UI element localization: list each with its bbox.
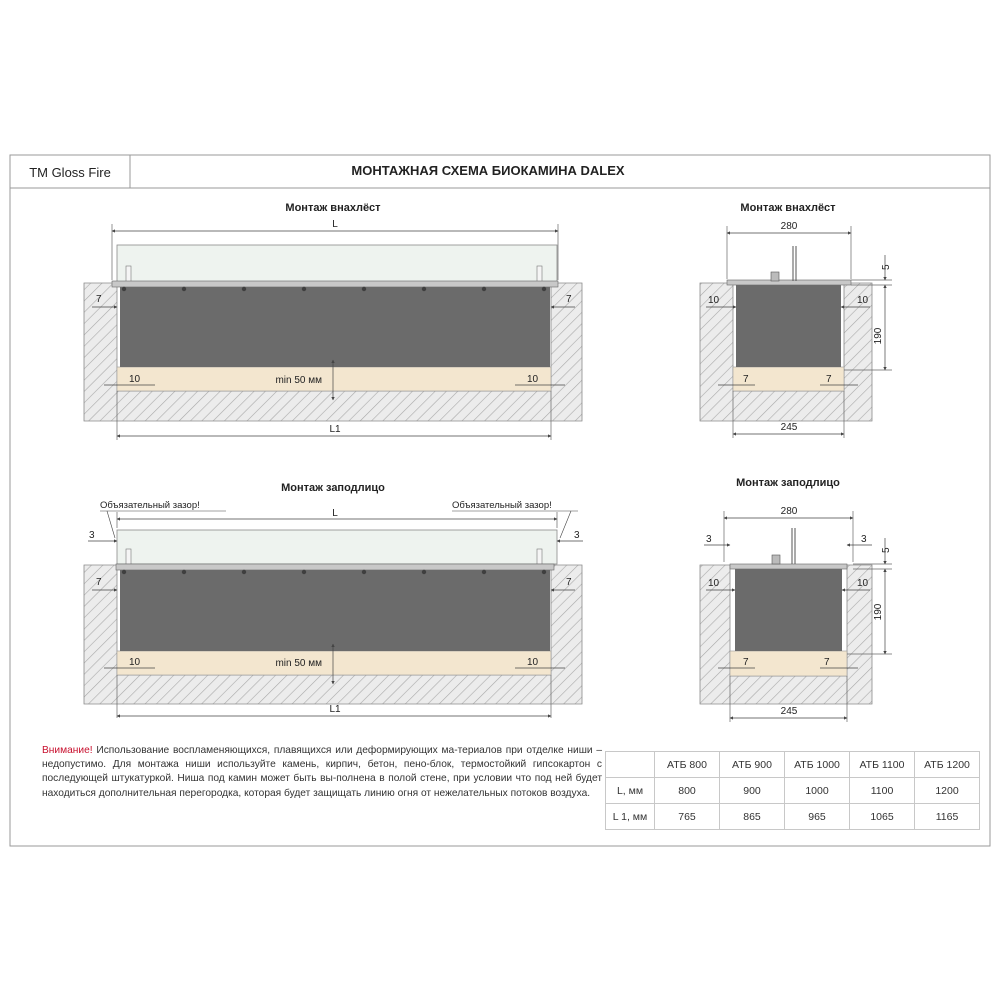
spec-cell: 765	[655, 804, 720, 830]
spec-cell: 965	[785, 804, 850, 830]
burner-body	[735, 569, 842, 651]
gap-top-left-label: 3	[89, 530, 95, 541]
dimension-L1-label: L1	[329, 704, 341, 715]
gap-left-label: 7	[96, 577, 102, 588]
required-gap-left-note: Объязательный зазор!	[100, 500, 200, 511]
spec-cell: 865	[720, 804, 785, 830]
dimension-L1-label: L1	[329, 424, 341, 435]
spec-cell: 900	[720, 778, 785, 804]
spec-cell: 1000	[785, 778, 850, 804]
overlap-side-title: Монтаж внахлёст	[740, 202, 836, 214]
base-right-label: 7	[824, 657, 830, 668]
glass-panel	[117, 530, 557, 564]
dimension-height-label: 190	[873, 603, 884, 621]
base-right-label: 10	[527, 657, 539, 668]
burner-top-plate	[112, 281, 558, 287]
burner-body	[120, 287, 550, 367]
spec-row-L1	[606, 804, 980, 830]
gap-top-left-label: 3	[706, 534, 712, 545]
glass-holder-left	[126, 266, 131, 283]
flush-front-view	[84, 482, 583, 718]
fixing-screw	[542, 570, 546, 574]
spec-table	[605, 751, 980, 830]
base-left-label: 7	[743, 657, 749, 668]
base-left-label: 7	[743, 374, 749, 385]
base-min-label: min 50 мм	[275, 375, 322, 386]
spec-column-header: АТБ 800	[655, 752, 720, 778]
burner-body	[120, 570, 550, 651]
dimension-depth-label: 245	[780, 422, 798, 433]
fixing-screw	[182, 570, 186, 574]
glass-holder-right	[537, 266, 542, 283]
warning-note	[42, 744, 602, 801]
burner-top-plate	[727, 280, 851, 285]
flush-side-title: Монтаж заподлицо	[736, 477, 840, 489]
niche-base	[117, 651, 551, 675]
spec-row-label: L 1, мм	[606, 804, 655, 830]
warning-label: Внимание!	[42, 745, 93, 756]
spec-cell: 800	[655, 778, 720, 804]
sheet-title: МОНТАЖНАЯ СХЕМА БИОКАМИНА DALEX	[351, 163, 625, 178]
fixing-screw	[182, 287, 186, 291]
dimension-width-label: 280	[780, 221, 798, 232]
overlap-front-title: Монтаж внахлёст	[285, 202, 381, 214]
spec-cell: 1100	[850, 778, 915, 804]
fixing-screw	[122, 287, 126, 291]
warning-text: Использование воспламеняющихся, плавящихся или деформирующих ма-териалов при отделке ниши – недопустимо. Для монтажа ниши используйте камень, кирпич, бетон, пено-блок, термостойкий гипсокартон с последующей штукатуркой. Ниша под камин может быть вы-полнена в полой стене, при условии что под ней будет находиться дополнительная перегородка, которая будет защищать линию огня от нежелательных потоков воздуха.	[42, 745, 602, 799]
gap-right-label: 10	[857, 578, 869, 589]
glass-holder-left	[126, 549, 131, 564]
base-min-label: min 50 мм	[275, 658, 322, 669]
spec-row-label: L, мм	[606, 778, 655, 804]
base-left-label: 10	[129, 657, 141, 668]
glass-holder	[771, 272, 779, 281]
gap-top-right-label: 3	[574, 530, 580, 541]
spec-row-L	[606, 778, 980, 804]
glass-holder	[772, 555, 780, 564]
spec-cell: 1165	[915, 804, 980, 830]
fixing-screw	[542, 287, 546, 291]
gap-left-label: 7	[96, 294, 102, 305]
gap-right-label: 7	[566, 577, 572, 588]
fixing-screw	[362, 287, 366, 291]
base-right-label: 7	[826, 374, 832, 385]
overlap-side-view	[700, 202, 892, 438]
spec-cell: 1200	[915, 778, 980, 804]
dimension-L-label: L	[332, 508, 338, 519]
overlap-front-view	[84, 202, 582, 440]
required-gap-right-note: Объязательный зазор!	[452, 500, 552, 511]
dimension-plate-label: 5	[881, 264, 892, 270]
required-gap-leader	[107, 511, 115, 538]
spec-column-header: АТБ 1000	[785, 752, 850, 778]
base-right-label: 10	[527, 374, 539, 385]
fixing-screw	[482, 570, 486, 574]
dimension-height-label: 190	[873, 327, 884, 345]
dimension-L-label: L	[332, 219, 338, 230]
fixing-screw	[302, 287, 306, 291]
burner-top-plate	[730, 564, 847, 569]
burner-top-plate	[116, 564, 554, 570]
flush-front-title: Монтаж заподлицо	[281, 482, 385, 494]
required-gap-leader	[560, 511, 571, 538]
flush-side-view	[700, 477, 892, 722]
fixing-screw	[422, 287, 426, 291]
burner-body	[736, 285, 841, 367]
brand-label: TM Gloss Fire	[29, 165, 111, 180]
fixing-screw	[482, 287, 486, 291]
dimension-depth-label: 245	[780, 706, 798, 717]
fixing-screw	[422, 570, 426, 574]
gap-right-label: 10	[857, 295, 869, 306]
dimension-width-label: 280	[780, 506, 798, 517]
gap-right-label: 7	[566, 294, 572, 305]
fixing-screw	[122, 570, 126, 574]
fixing-screw	[242, 570, 246, 574]
base-left-label: 10	[129, 374, 141, 385]
fixing-screw	[362, 570, 366, 574]
spec-cell: 1065	[850, 804, 915, 830]
gap-left-label: 10	[708, 295, 720, 306]
glass-holder-right	[537, 549, 542, 564]
spec-corner-cell	[606, 752, 655, 778]
gap-left-label: 10	[708, 578, 720, 589]
gap-top-right-label: 3	[861, 534, 867, 545]
spec-column-header: АТБ 1200	[915, 752, 980, 778]
niche-base	[117, 367, 551, 391]
spec-header-row	[606, 752, 980, 778]
fixing-screw	[242, 287, 246, 291]
glass-panel	[117, 245, 557, 282]
spec-column-header: АТБ 1100	[850, 752, 915, 778]
dimension-plate-label: 5	[881, 547, 892, 553]
spec-column-header: АТБ 900	[720, 752, 785, 778]
fixing-screw	[302, 570, 306, 574]
